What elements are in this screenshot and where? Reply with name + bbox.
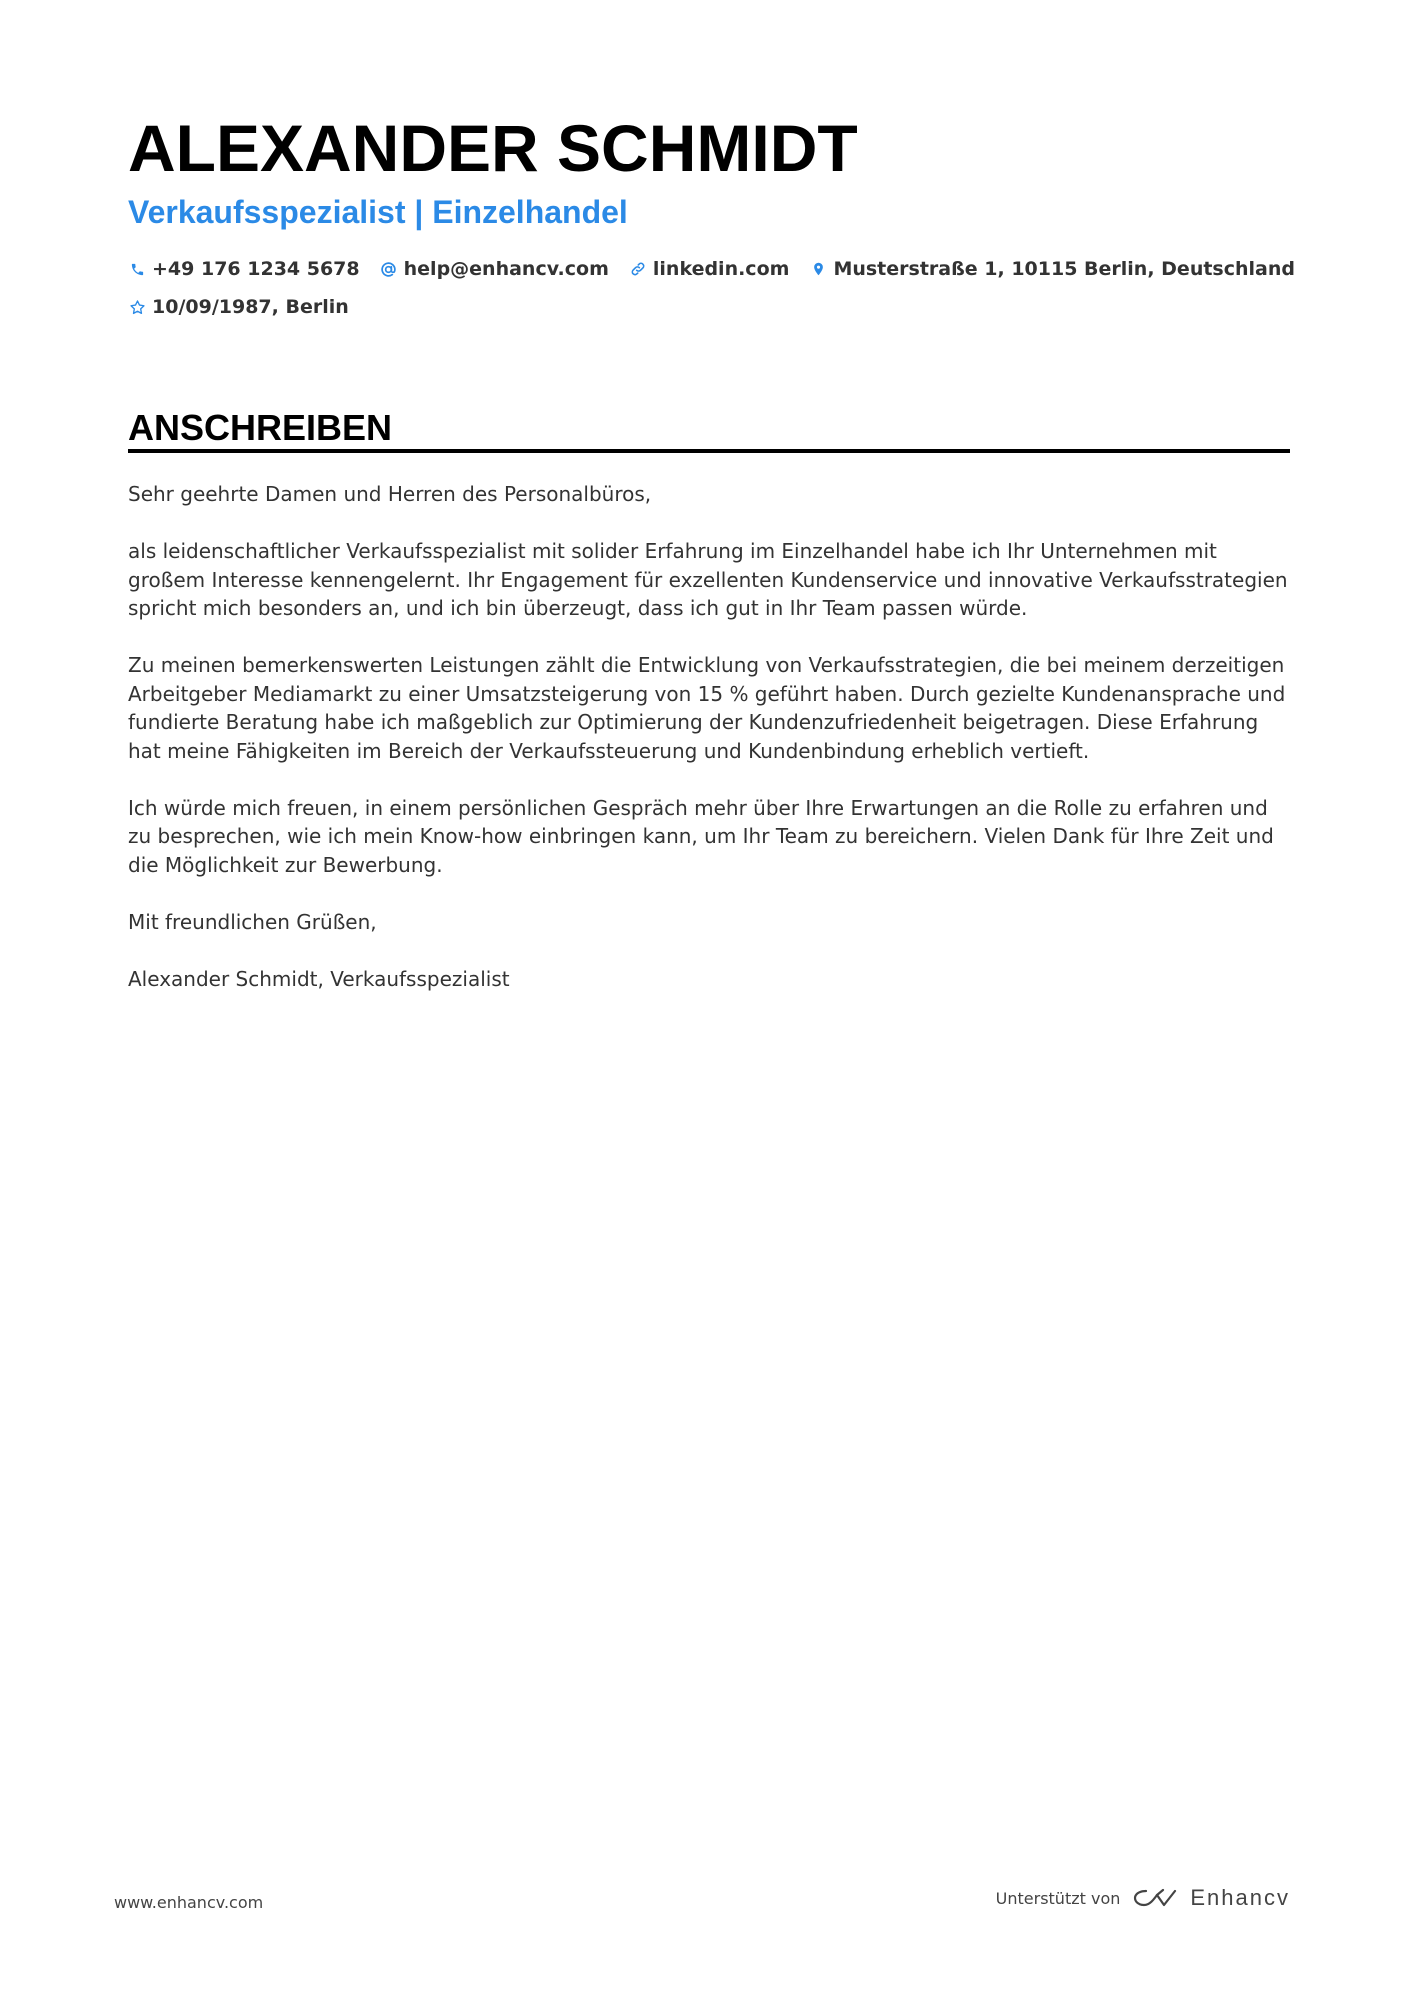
contact-linkedin	[629, 258, 790, 280]
contact-address	[809, 258, 1295, 280]
contact-linkedin-text: linkedin.com	[652, 258, 790, 280]
brand-name: Enhancv	[1190, 1885, 1290, 1910]
powered-by-label: Unterstützt von	[995, 1888, 1121, 1908]
location-pin-icon	[809, 260, 827, 278]
footer-website[interactable]: www.enhancv.com	[114, 1893, 264, 1912]
contact-birth-text: 10/09/1987, Berlin	[152, 296, 349, 318]
enhancv-logo-icon	[1132, 1886, 1178, 1910]
letter-signature: Alexander Schmidt, Verkaufsspezialist	[128, 966, 510, 991]
link-icon	[629, 260, 647, 278]
section-title: ANSCHREIBEN	[128, 407, 393, 448]
section-divider	[128, 449, 1290, 453]
contact-email-text: help@enhancv.com	[403, 258, 609, 280]
at-icon	[380, 260, 398, 278]
contact-address-text: Musterstraße 1, 10115 Berlin, Deutschland	[833, 258, 1295, 280]
footer-branding	[996, 1885, 1290, 1911]
contact-email	[380, 258, 609, 280]
job-headline: Verkaufsspezialist | Einzelhandel	[128, 194, 628, 230]
contact-birth	[128, 296, 349, 318]
letter-closing: Mit freundlichen Grüßen,	[128, 909, 377, 934]
applicant-name: ALEXANDER SCHMIDT	[128, 111, 858, 185]
contact-row-2	[128, 288, 1288, 326]
phone-icon	[128, 260, 146, 278]
star-icon	[128, 298, 146, 316]
contact-info	[128, 250, 1295, 326]
letter-paragraph: Zu meinen bemerkenswerten Leistungen zählt die Entwicklung von Verkaufsstrategien, die bei meinem derzeitigen Arbeitgeber Mediamarkt zu einer Umsatzsteigerung von 15 % geführt haben. Durch gezielte Kundenansprache und fundierte Beratung habe ich maßgeblich zur Optimierung der Kundenzufriedenheit beigetragen. Diese Erfahrung hat meine Fähigkeiten im Bereich der Verkaufssteuerung und Kundenbindung erheblich vertieft.	[128, 653, 1286, 763]
contact-phone	[128, 258, 360, 280]
letter-paragraph: Ich würde mich freuen, in einem persönlichen Gespräch mehr über Ihre Erwartungen an die Rolle zu erfahren und zu besprechen, wie ich mein Know-how einbringen kann, um Ihr Team zu bereichern. Vielen Dank für Ihre Zeit und die Möglichkeit zur Bewerbung.	[128, 795, 1274, 877]
contact-phone-text: +49 176 1234 5678	[152, 258, 360, 280]
letter-body	[128, 480, 1290, 1022]
letter-paragraph: als leidenschaftlicher Verkaufsspezialist mit solider Erfahrung im Einzelhandel habe ich Ihr Unternehmen mit großem Interesse kennengelernt. Ihr Engagement für exzellenten Kundenservice und innovative Verkaufsstrategien spricht mich besonders an, und ich bin überzeugt, dass ich gut in Ihr Team passen würde.	[128, 539, 1288, 620]
letter-salutation: Sehr geehrte Damen und Herren des Personalbüros,	[128, 482, 652, 506]
contact-row-1	[128, 250, 1295, 288]
